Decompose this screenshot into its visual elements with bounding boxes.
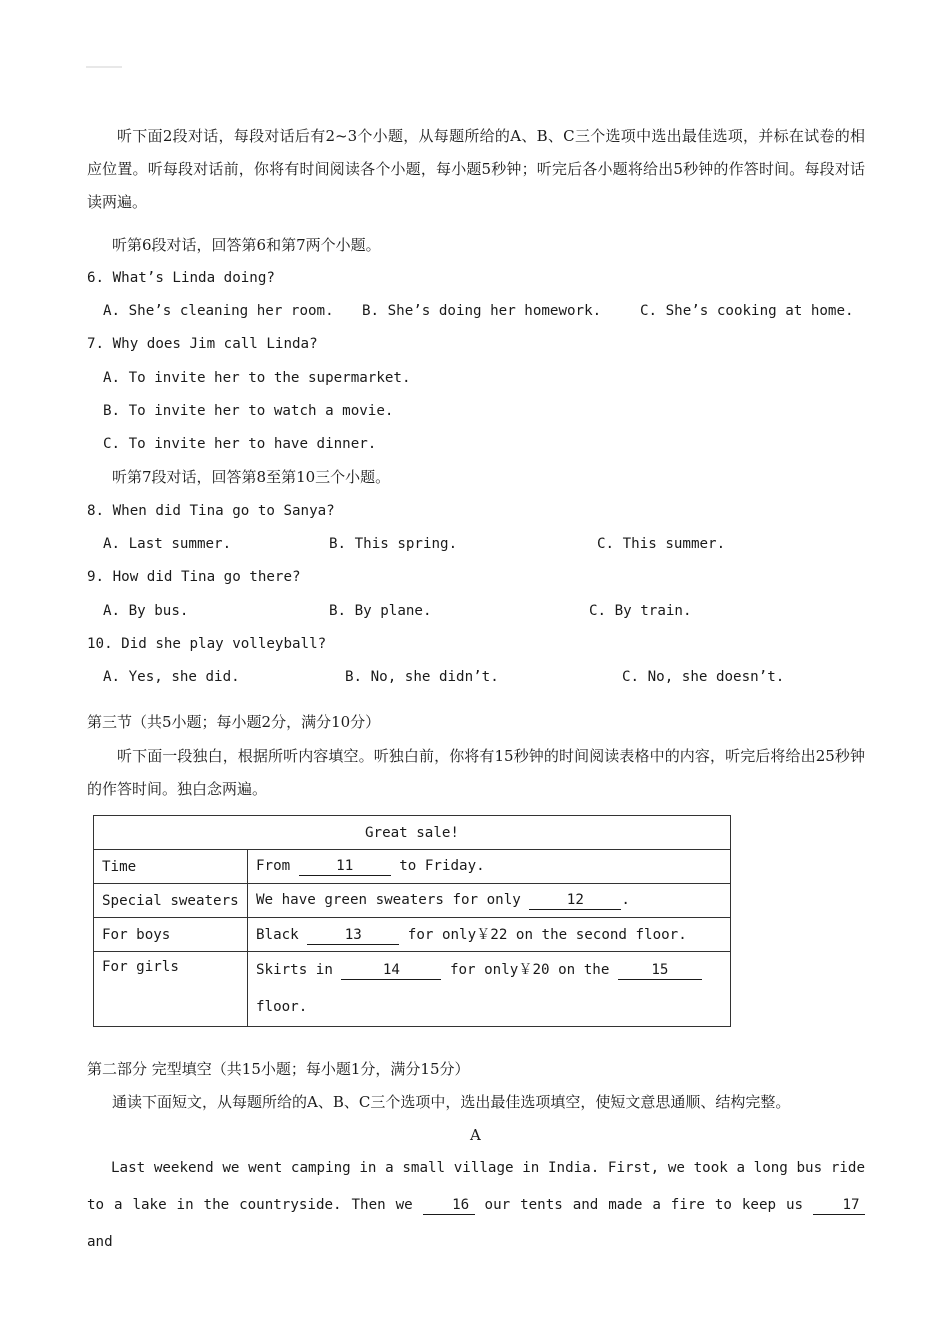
part2-intro: 通读下面短文，从每题所给的A、B、C三个选项中，选出最佳选项填空，使短文意思通顺、结构完整。 [112,1093,791,1111]
dialog7-intro: 听第7段对话，回答第8至第10三个小题。 [112,468,391,486]
row-content-boys [248,918,731,952]
sale-table [93,815,731,1027]
passage-text [87,1150,865,1261]
q10-option-a: A. Yes, she did. [103,669,240,685]
row-label-girls: For girls [94,952,248,1027]
row-text: Black [256,927,308,943]
q10-option-b: B. No, she didn’t. [345,669,499,685]
blank-12: 12 [529,891,621,910]
row-text: Skirts in [256,962,342,978]
q7-option-c: C. To invite her to have dinner. [103,436,377,452]
blank-15: 15 [618,961,702,980]
section3-title: 第三节（共5小题；每小题2分，满分10分） [87,713,381,731]
q10-option-c: C. No, she doesn’t. [622,669,785,685]
q6-option-a: A. She’s cleaning her room. [103,303,334,319]
q8-option-b: B. This spring. [329,536,458,552]
table-row [94,918,731,952]
q9-option-b: B. By plane. [329,603,432,619]
q8-option-c: C. This summer. [597,536,726,552]
blank-16: 16 [423,1196,475,1215]
row-content-time [248,850,731,884]
header-mark [86,66,122,68]
part2-title: 第二部分 完型填空（共15小题；每小题1分，满分15分） [87,1060,470,1078]
row-label-special-sweaters: Special sweaters [94,884,248,918]
row-text: for only￥20 on the [441,962,618,978]
row-label-boys: For boys [94,918,248,952]
q6-stem: 6. What’s Linda doing? [87,270,275,286]
blank-17: 17 [813,1196,865,1215]
row-text: for only￥22 on the second floor. [399,927,687,943]
table-row [94,850,731,884]
q9-option-c: C. By train. [589,603,692,619]
passage-segment: Last weekend we went camping in a small village in India. First, we took a long bus ride to a lake in the countryside. Then we [87,1160,865,1213]
q10-stem: 10. Did she play volleyball? [87,636,327,652]
q7-option-b: B. To invite her to watch a movie. [103,403,394,419]
q9-option-a: A. By bus. [103,603,189,619]
passage-segment: our tents and made a fire to keep us [474,1197,813,1213]
q6-option-b: B. She’s doing her homework. [362,303,602,319]
blank-13: 13 [307,926,399,945]
row-text: We have green sweaters for only [256,892,530,908]
blank-14: 14 [341,961,441,980]
row-label-time: Time [94,850,248,884]
q7-stem: 7. Why does Jim call Linda? [87,336,318,352]
q6-option-c: C. She’s cooking at home. [640,303,854,319]
row-content-girls [248,952,731,1027]
row-text: . [621,892,630,908]
passage-label: A [470,1126,481,1144]
sale-table-title: Great sale! [94,816,731,850]
q8-stem: 8. When did Tina go to Sanya? [87,503,335,519]
section3-intro: 听下面一段独白，根据所听内容填空。听独白前，你将有15秒钟的时间阅读表格中的内容，听完后将给出25秒钟的作答时间。独白念两遍。 [87,747,865,798]
row-text: floor. [256,999,308,1015]
dialog6-intro: 听第6段对话，回答第6和第7两个小题。 [112,236,381,254]
table-row [94,952,731,1027]
row-text: to Friday. [390,858,485,874]
table-row [94,884,731,918]
blank-11: 11 [299,857,391,876]
q8-option-a: A. Last summer. [103,536,232,552]
listening-intro: 听下面2段对话，每段对话后有2~3个小题，从每题所给的A、B、C三个选项中选出最佳选项，并标在试卷的相应位置。听每段对话前，你将有时间阅读各个小题，每小题5秒钟；听完后各小题将给出5秒钟的作答时间。每段对话读两遍。 [87,127,865,211]
q9-stem: 9. How did Tina go there? [87,569,301,585]
row-text: From [256,858,299,874]
row-content-sweaters [248,884,731,918]
q7-option-a: A. To invite her to the supermarket. [103,370,411,386]
passage-segment: and [87,1234,113,1250]
